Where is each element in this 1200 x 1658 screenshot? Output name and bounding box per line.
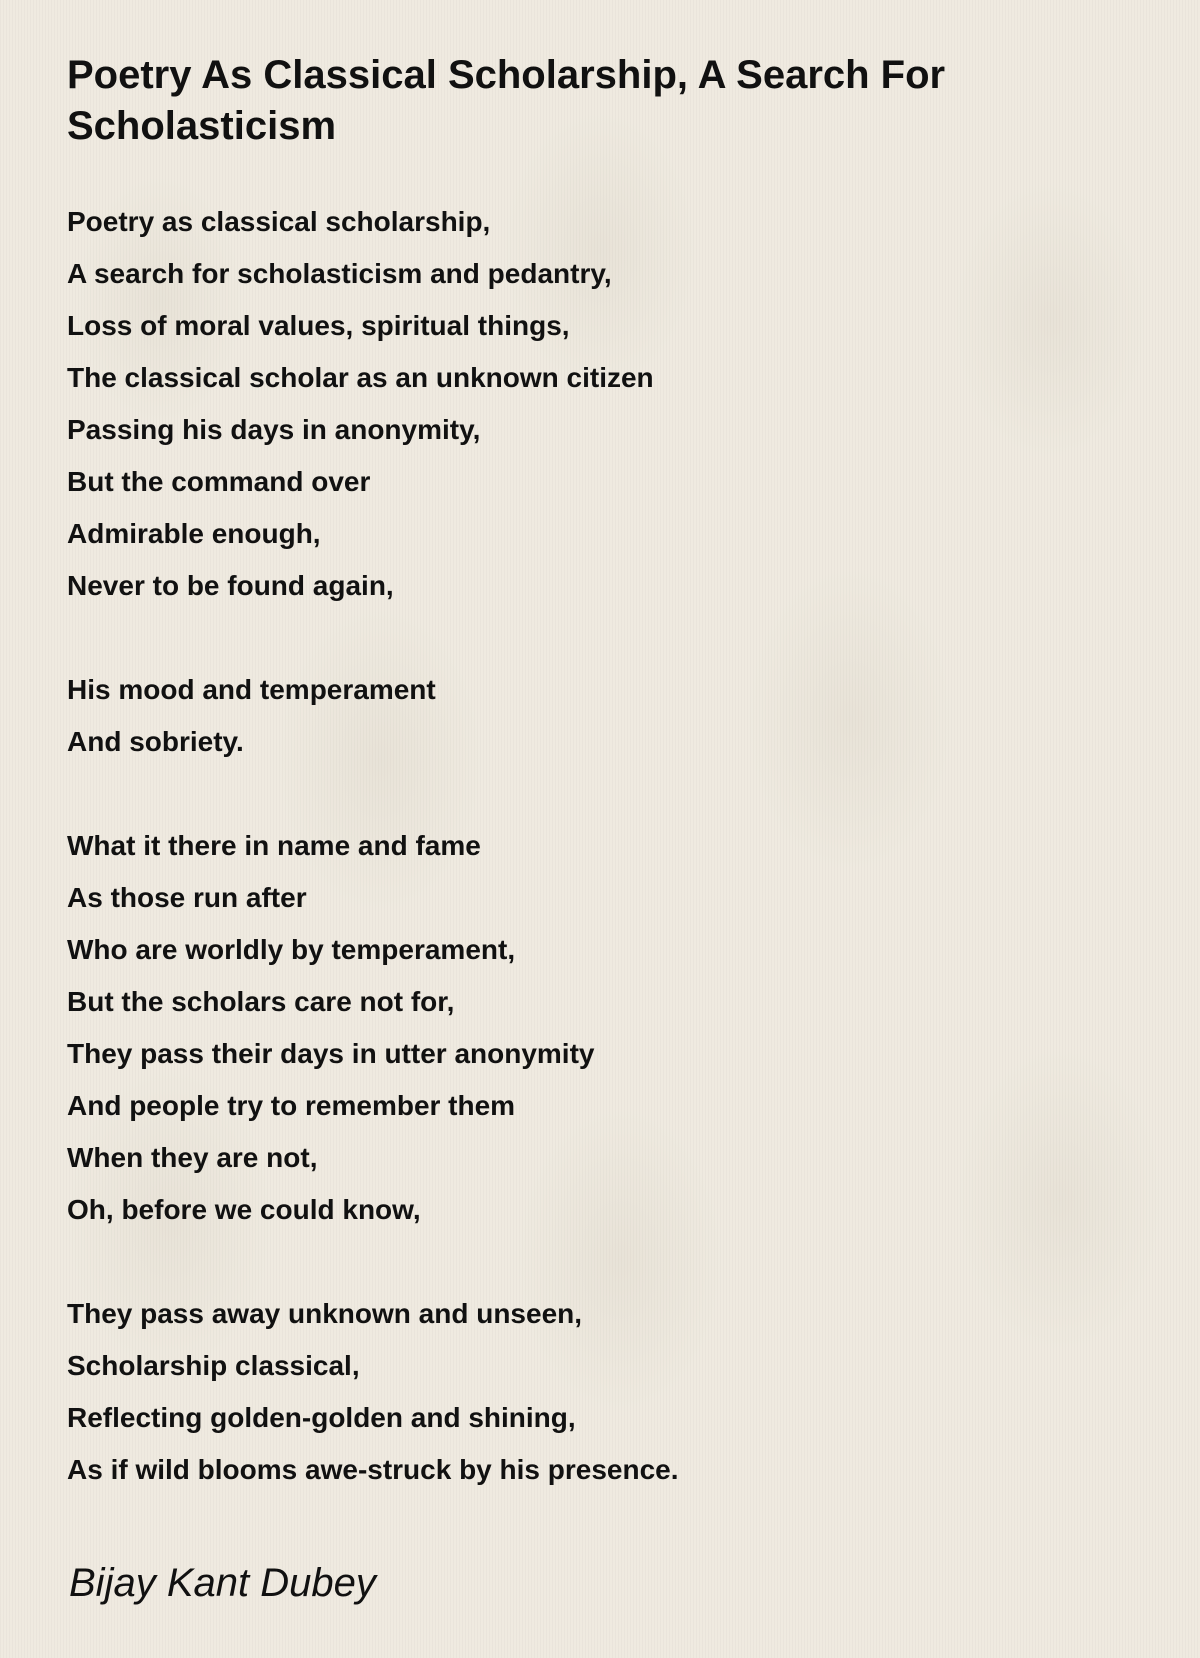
stanza-4: [67, 1288, 1127, 1496]
poem-title: Poetry As Classical Scholarship, A Search For Scholasticism: [67, 53, 946, 148]
poem-line: Never to be found again,: [67, 570, 394, 601]
poem-line: The classical scholar as an unknown citizen: [67, 362, 654, 393]
poem-line: Passing his days in anonymity,: [67, 414, 481, 445]
poem-line: What it there in name and fame: [67, 830, 481, 861]
poem-line: Who are worldly by temperament,: [67, 934, 516, 965]
poem-body: [67, 196, 1127, 1496]
poem-line: Reflecting golden-golden and shining,: [67, 1402, 576, 1433]
poem-line: They pass away unknown and unseen,: [67, 1298, 583, 1329]
poem-line: As those run after: [67, 882, 307, 913]
poem-line: But the scholars care not for,: [67, 986, 455, 1017]
poem-line: Admirable enough,: [67, 518, 321, 549]
poem-line: Loss of moral values, spiritual things,: [67, 310, 570, 341]
stanza-1: [67, 196, 1127, 612]
poem-line: Scholarship classical,: [67, 1350, 360, 1381]
poem-author: Bijay Kant Dubey: [69, 1561, 376, 1605]
poem-container: [67, 50, 1127, 1548]
poem-line: His mood and temperament: [67, 674, 436, 705]
poem-line: They pass their days in utter anonymity: [67, 1038, 595, 1069]
poem-line: A search for scholasticism and pedantry,: [67, 258, 612, 289]
poem-line: Poetry as classical scholarship,: [67, 206, 491, 237]
poem-line: As if wild blooms awe-struck by his presence.: [67, 1454, 679, 1485]
stanza-3: [67, 820, 1127, 1236]
poem-line: But the command over: [67, 466, 371, 497]
stanza-2: [67, 664, 1127, 768]
poem-line: Oh, before we could know,: [67, 1194, 421, 1225]
poem-line: When they are not,: [67, 1142, 318, 1173]
poem-line: And people try to remember them: [67, 1090, 516, 1121]
poem-line: And sobriety.: [67, 726, 244, 757]
